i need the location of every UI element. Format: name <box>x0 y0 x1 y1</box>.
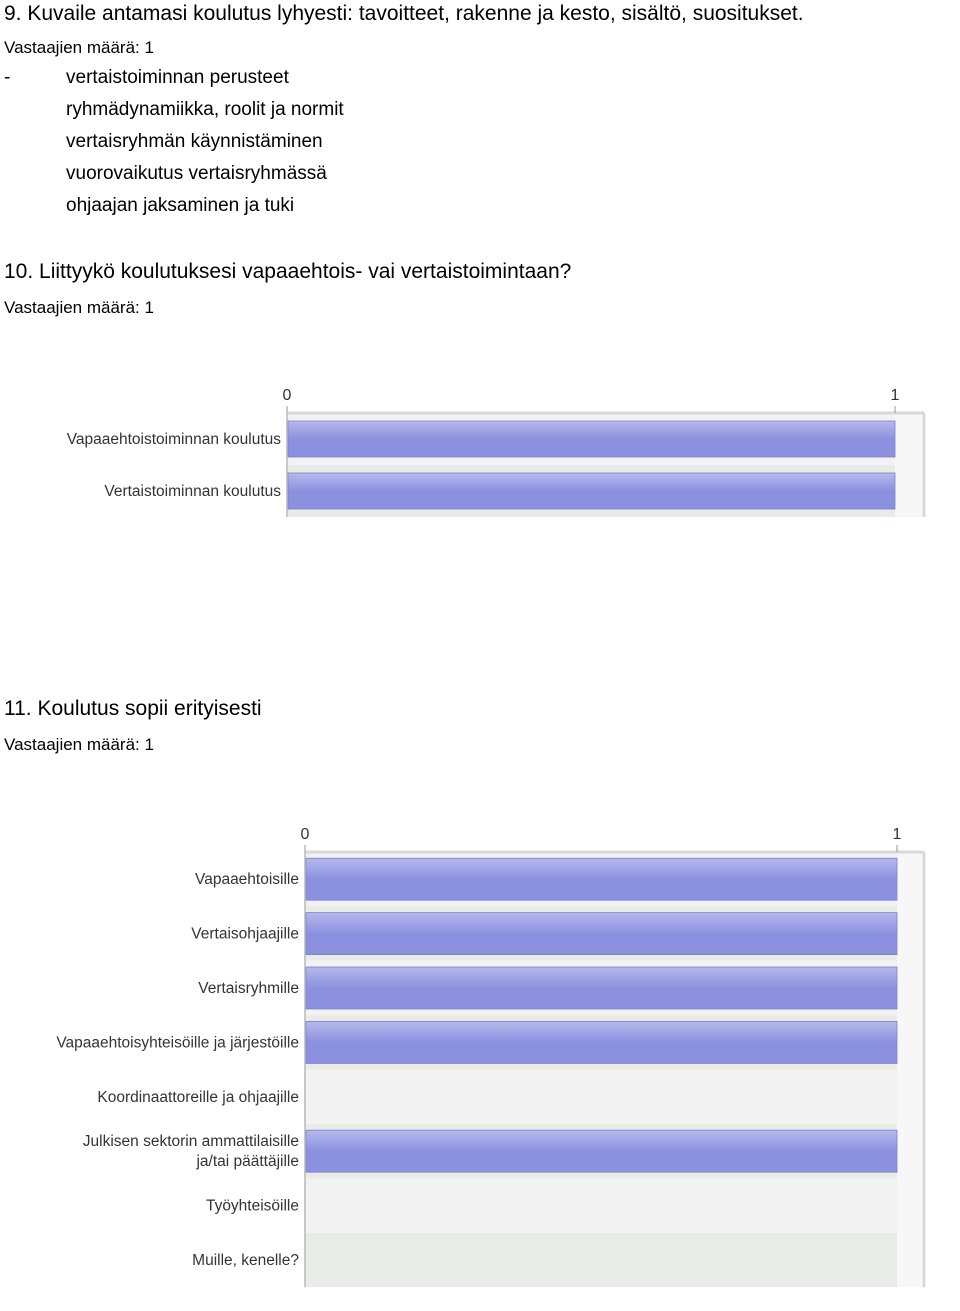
category-label: Vapaaehtoisille <box>195 871 299 889</box>
category-label: Julkisen sektorin ammattilaisille ja/tai päättäjille <box>82 1133 299 1171</box>
answer-line-text: vertaisryhmän käynnistäminen <box>66 131 323 152</box>
bar <box>288 421 895 457</box>
x-tick-label: 1 <box>890 387 900 404</box>
bar <box>306 1021 897 1063</box>
x-tick-label: 0 <box>282 387 292 404</box>
plot-padding <box>895 413 924 517</box>
plot-padding <box>897 852 924 1287</box>
q10-bar-chart <box>0 380 960 530</box>
category-label: Vertaistoiminnan koulutus <box>104 483 281 500</box>
category-label: Vapaaehtoistoiminnan koulutus <box>66 431 281 448</box>
category-label: Vapaaehtoisyhteisöille ja järjestöille <box>56 1034 299 1052</box>
x-tick-label: 0 <box>300 826 310 843</box>
category-label: Työyhteisöille <box>205 1197 299 1215</box>
q10-respondent-count: Vastaajien määrä: 1 <box>4 298 154 317</box>
q10-title: 10. Liittyykö koulutuksesi vapaaehtois- vai vertaistoimintaan? <box>4 260 572 283</box>
category-label: Muille, kenelle? <box>192 1252 299 1269</box>
plot-band <box>305 1070 897 1124</box>
plot-band <box>305 1178 897 1232</box>
q11-bar-chart <box>0 818 960 1311</box>
answer-line-text: ryhmädynamiikka, roolit ja normit <box>66 99 344 120</box>
answer-line-text: vuorovaikutus vertaisryhmässä <box>66 163 327 184</box>
bar <box>306 858 897 900</box>
bar <box>288 473 895 509</box>
plot-band <box>305 1233 897 1287</box>
bar <box>306 1130 897 1172</box>
q9-respondent-count: Vastaajien määrä: 1 <box>4 38 154 57</box>
q11-respondent-count: Vastaajien määrä: 1 <box>4 735 154 754</box>
answer-line-text: vertaistoiminnan perusteet <box>66 67 289 88</box>
answer-line-text: ohjaajan jaksaminen ja tuki <box>66 195 295 216</box>
category-label: Koordinaattoreille ja ohjaajille <box>97 1088 299 1106</box>
x-tick-label: 1 <box>892 826 902 843</box>
bar <box>306 967 897 1009</box>
category-label: Vertaisryhmille <box>198 980 299 997</box>
q11-title: 11. Koulutus sopii erityisesti <box>4 697 262 720</box>
answer-dash: - <box>4 67 11 88</box>
q9-title: 9. Kuvaile antamasi koulutus lyhyesti: tavoitteet, rakenne ja kesto, sisältö, suositukset. <box>4 2 804 25</box>
bar <box>306 913 897 955</box>
category-label: Vertaisohjaajille <box>191 925 299 943</box>
